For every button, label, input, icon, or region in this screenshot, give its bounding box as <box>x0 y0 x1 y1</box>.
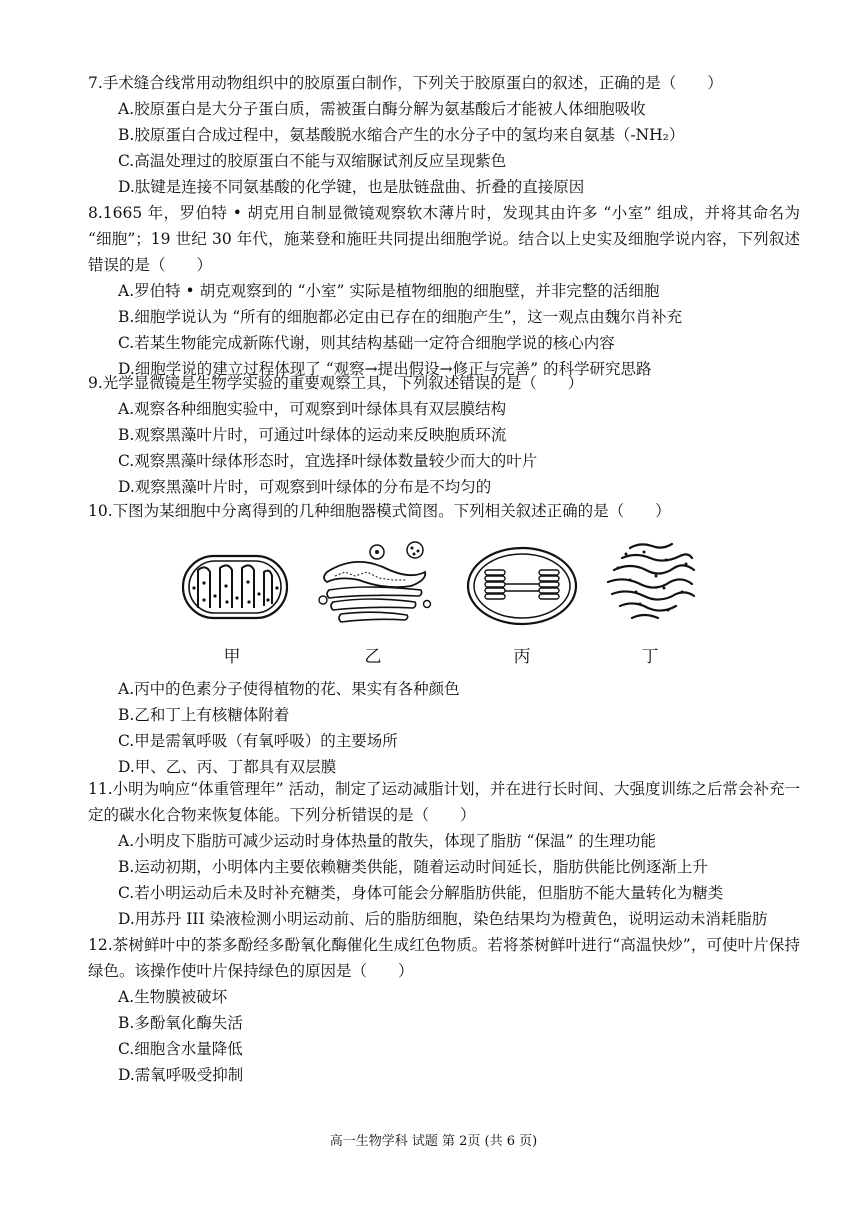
question-9-option-a: A.观察各种细胞实验中，可观察到叶绿体具有双层膜结构 <box>118 400 507 418</box>
question-10-options <box>88 676 800 780</box>
question-11-option-b: B.运动初期，小明体内主要依赖糖类供能，随着运动时间延长，脂肪供能比例逐渐上升 <box>118 858 708 876</box>
question-7-option-d: D.肽键是连接不同氨基酸的化学键，也是肽链盘曲、折叠的直接原因 <box>118 178 585 196</box>
question-9 <box>88 370 800 500</box>
question-9-option-c: C.观察黑藻叶绿体形态时，宜选择叶绿体数量较少而大的叶片 <box>118 452 538 470</box>
question-8-stem: 8.1665 年，罗伯特 • 胡克用自制显微镜观察软木薄片时，发现其由许多 “小室” 组成，并将其命名为 “细胞”；19 世纪 30 年代，施莱登和施旺共同提出细胞学说。结合以上史实及细胞学说内容，下列叙述错误的是（ ） <box>88 204 800 274</box>
question-12-option-c: C.细胞含水量降低 <box>118 1040 243 1058</box>
label-jia: 甲 <box>223 647 241 667</box>
question-8-option-c: C.若某生物能完成新陈代谢，则其结构基础一定符合细胞学说的核心内容 <box>118 334 615 352</box>
question-10 <box>88 498 800 524</box>
question-10-option-a: A.丙中的色素分子使得植物的花、果实有各种颜色 <box>118 680 460 698</box>
question-10-stem: 10.下图为某细胞中分离得到的几种细胞器模式简图。下列相关叙述正确的是（ ） <box>88 502 671 520</box>
chloroplast-diagram <box>465 538 580 628</box>
question-11-option-c: C.若小明运动后未及时补充糖类，身体可能会分解脂肪供能，但脂肪不能大量转化为糖类 <box>118 884 724 902</box>
question-9-option-d: D.观察黑藻叶片时，可观察到叶绿体的分布是不均匀的 <box>118 478 492 496</box>
question-12-stem: 12.茶树鲜叶中的茶多酚经多酚氧化酶催化生成红色物质。若将茶树鲜叶进行“高温快炒”，可使叶片保持绿色。该操作使叶片保持绿色的原因是（ ） <box>88 936 800 980</box>
question-7-stem: 7.手术缝合线常用动物组织中的胶原蛋白制作，下列关于胶原蛋白的叙述，正确的是（ ） <box>88 74 723 92</box>
question-11-option-a: A.小明皮下脂肪可减少运动时身体热量的散失，体现了脂肪 “保温” 的生理功能 <box>118 832 656 850</box>
mitochondrion-diagram <box>180 538 290 628</box>
question-11-option-d: D.用苏丹 III 染液检测小明运动前、后的脂肪细胞，染色结果均为橙黄色，说明运动未消耗脂肪 <box>118 910 768 928</box>
organelle-figure <box>170 538 710 668</box>
question-10-option-b: B.乙和丁上有核糖体附着 <box>118 706 290 724</box>
page-footer: 高一生物学科 试题 第 2页 (共 6 页) <box>329 1134 538 1149</box>
question-11-stem: 11.小明为响应“体重管理年” 活动，制定了运动减脂计划，并在进行长时间、大强度训练之后常会补充一定的碳水化合物来恢复体能。下列分析错误的是（ ） <box>88 780 800 824</box>
question-10-option-c: C.甲是需氧呼吸（有氧呼吸）的主要场所 <box>118 732 398 750</box>
question-10-option-d: D.甲、乙、丙、丁都具有双层膜 <box>118 758 337 776</box>
question-12-option-b: B.多酚氧化酶失活 <box>118 1014 243 1032</box>
question-9-option-b: B.观察黑藻叶片时，可通过叶绿体的运动来反映胞质环流 <box>118 426 507 444</box>
question-7-option-a: A.胶原蛋白是大分子蛋白质，需被蛋白酶分解为氨基酸后才能被人体细胞吸收 <box>118 100 646 118</box>
question-12-option-d: D.需氧呼吸受抑制 <box>118 1066 244 1084</box>
question-7-option-b: B.胶原蛋白合成过程中，氨基酸脱水缩合产生的水分子中的氢均来自氨基（-NH₂） <box>118 126 685 144</box>
question-8 <box>88 200 800 382</box>
question-8-option-b: B.细胞学说认为 “所有的细胞都必定由已存在的细胞产生”，这一观点由魏尔肖补充 <box>118 308 683 326</box>
question-7 <box>88 70 800 200</box>
endoplasmic-reticulum-diagram <box>600 538 700 628</box>
question-12-option-a: A.生物膜被破坏 <box>118 988 228 1006</box>
label-ding: 丁 <box>641 647 659 667</box>
question-12 <box>88 932 800 1088</box>
question-8-option-a: A.罗伯特 • 胡克观察到的 “小室” 实际是植物细胞的细胞壁，并非完整的活细胞 <box>118 282 660 300</box>
question-11 <box>88 776 800 932</box>
label-yi: 乙 <box>364 647 382 667</box>
golgi-diagram <box>315 538 435 628</box>
question-8-option-d: D.细胞学说的建立过程体现了 “观察→提出假设→修正与完善” 的科学研究思路 <box>118 360 652 378</box>
question-7-option-c: C.高温处理过的胶原蛋白不能与双缩脲试剂反应呈现紫色 <box>118 152 507 170</box>
question-9-stem: 9.光学显微镜是生物学实验的重要观察工具，下列叙述错误的是（ ） <box>88 374 584 392</box>
label-bing: 丙 <box>513 647 531 667</box>
